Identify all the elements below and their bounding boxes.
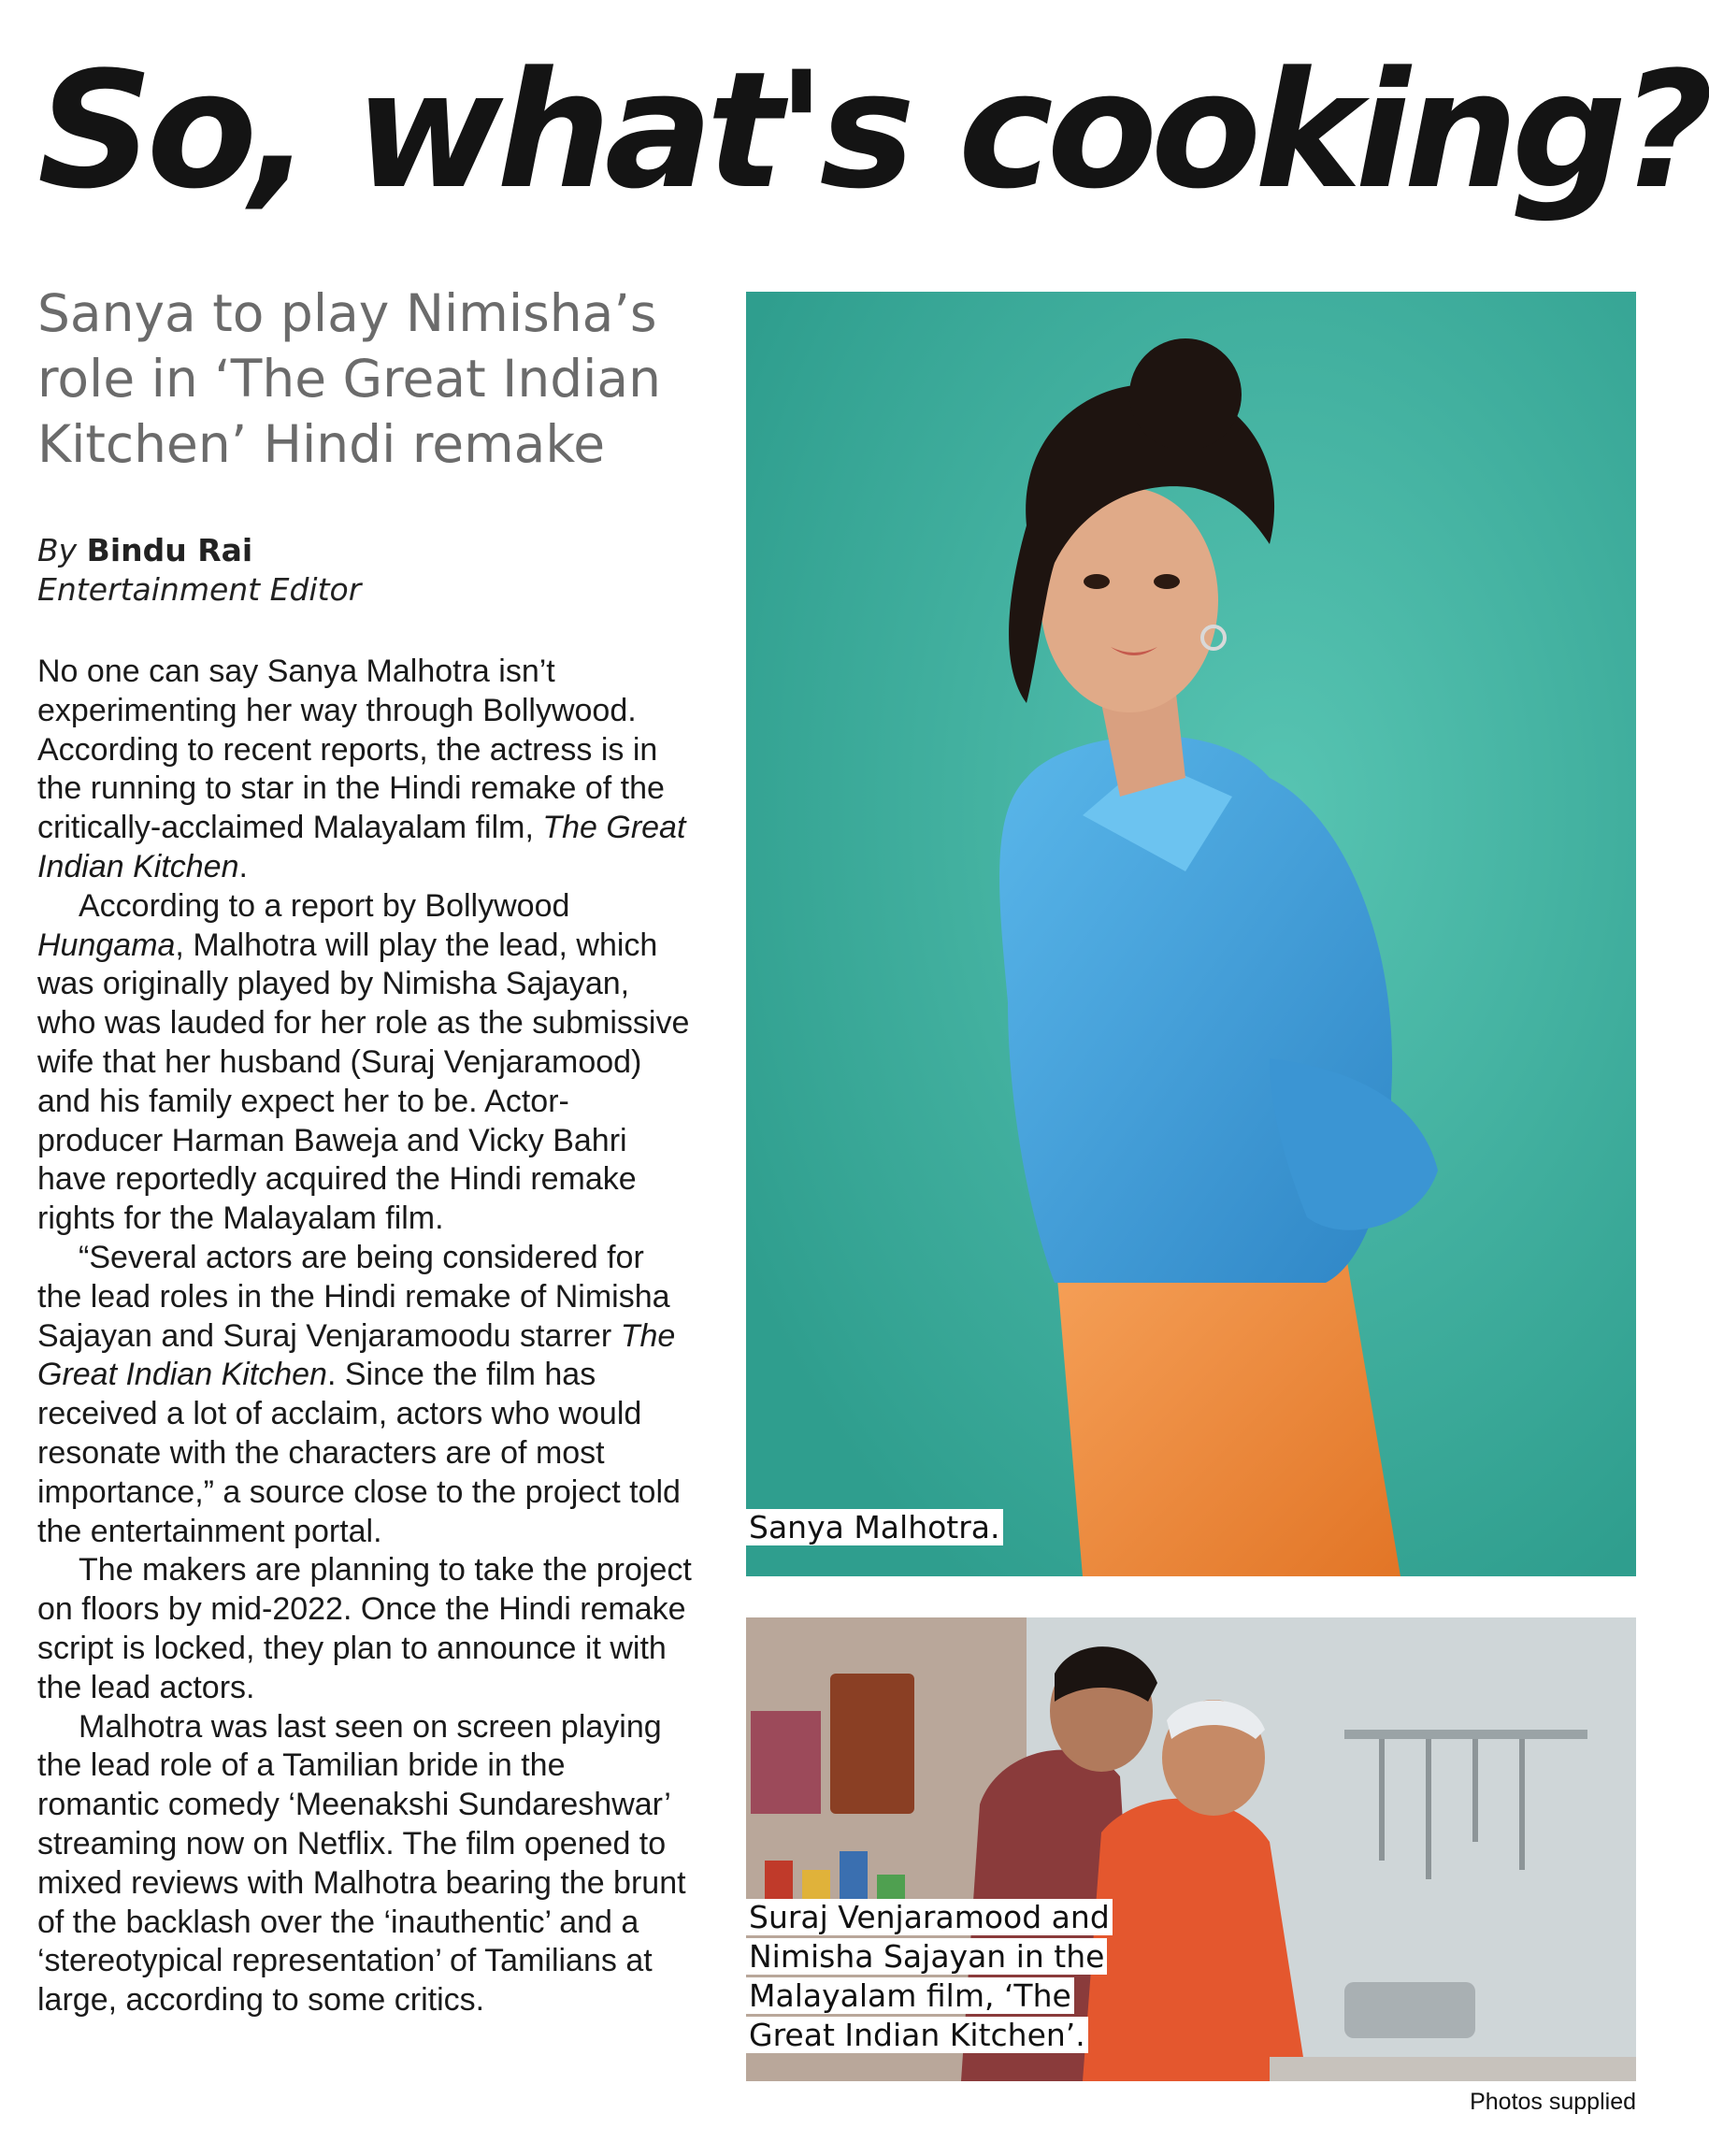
text-run: . [238, 848, 248, 884]
paragraph [37, 1551, 692, 1707]
secondary-photo-caption [746, 1898, 1139, 2055]
photo-credit: Photos supplied [1470, 2089, 1636, 2115]
paragraph [37, 887, 692, 1239]
main-photo-caption [746, 1508, 1120, 1547]
publication-name: Hungama [37, 927, 176, 963]
text-run: , Malhotra will play the lead, which was originally played by Nimisha Sajayan, who was lauded for her role as the submissive wife that her husband (Suraj Venjaramood) and his family expect her to be. Actor-producer Harman Baweja and Vicky Bahri have reportedly acquired the Hindi remake rights for the Malayalam film. [37, 927, 690, 1237]
text-run: The makers are planning to take the project on floors by mid-2022. Once the Hindi remake script is locked, they plan to announce it with the lead actors. [37, 1552, 692, 1705]
deck-subheadline: Sanya to play Nimisha’s role in ‘The Great Indian Kitchen’ Hindi remake [37, 283, 661, 474]
film-title: The Great Indian Kitchen [37, 1317, 676, 1393]
paragraph [37, 1239, 692, 1551]
text-run: . Since the film has received a lot of acclaim, actors who would resonate with the characters are of most importance,” a source close to the project told the entertainment portal. [37, 1357, 681, 1549]
film-title: The Great Indian Kitchen [37, 810, 686, 884]
byline-author: Bindu Rai [86, 532, 253, 568]
caption-text: Suraj Venjaramood and Nimisha Sajayan in the Malayalam film, ‘The Great Indian Kitchen’. [746, 1899, 1113, 2053]
paragraph [37, 1708, 692, 2020]
text-run: No one can say Sanya Malhotra isn’t experimenting her way through Bollywood. According to recent reports, the actress is in the running to star in the Hindi remake of the critically-acclaimed Malayalam film, [37, 654, 665, 846]
caption-text: Sanya Malhotra. [746, 1509, 1003, 1545]
article-body [37, 653, 692, 2020]
text-run: “Several actors are being considered for the lead roles in the Hindi remake of Nimisha Sajayan and Suraj Venjaramoodu starrer [37, 1239, 670, 1354]
portrait-illustration [746, 292, 1636, 1576]
headline: So, what's cooking? [37, 36, 1707, 224]
main-photo [746, 292, 1636, 1576]
byline-prefix: By [37, 532, 78, 568]
text-run: According to a report by Bollywood [79, 887, 570, 924]
byline [37, 531, 711, 610]
paragraph [37, 653, 692, 887]
byline-role: Entertainment Editor [37, 571, 362, 608]
text-run: Malhotra was last seen on screen playing the lead role of a Tamilian bride in the romantic comedy ‘Meenakshi Sundareshwar’ streaming now on Netflix. The film opened to mixed reviews with Malhotra bearing the brunt of the backlash over the ‘inauthentic’ and a ‘stereotypical representation’ of Tamilians at large, according to some critics. [37, 1708, 686, 2019]
